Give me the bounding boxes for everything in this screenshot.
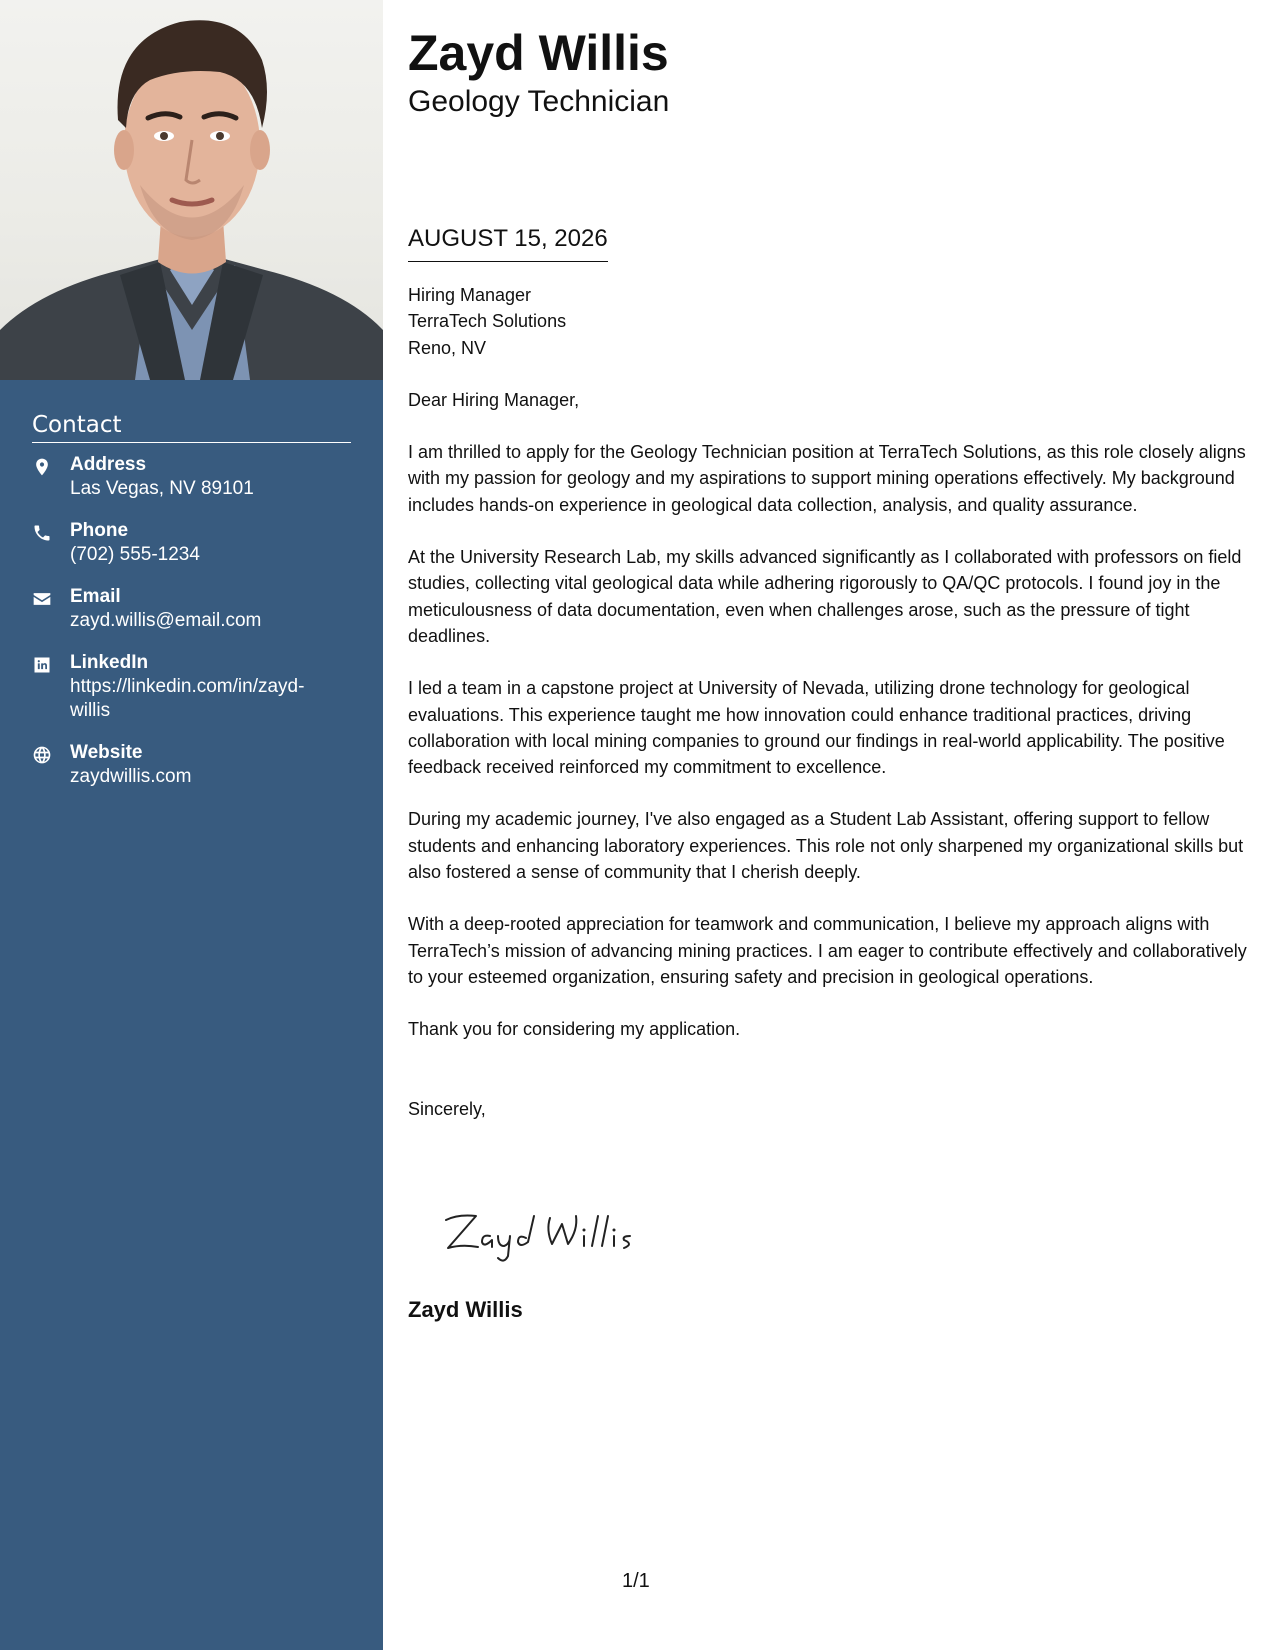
profile-photo: [0, 0, 383, 380]
page-number: 1/1: [622, 1570, 650, 1592]
linkedin-value-line1[interactable]: https://linkedin.com/in/zayd-: [70, 676, 305, 697]
paragraph: With a deep-rooted appreciation for teamwork and communication, I believe my approach aligns with TerraTech’s mission of advancing mining practices. I am eager to contribute effectively and collaboratively to your esteemed organization, ensuring safety and precision in geological operations.: [408, 914, 1247, 987]
contact-section: [32, 412, 351, 807]
applicant-title: Geology Technician: [408, 85, 670, 118]
contact-item-linkedin: [32, 651, 351, 723]
contact-item-phone: [32, 519, 351, 567]
envelope-icon: [32, 585, 70, 609]
email-value[interactable]: zayd.willis@email.com: [70, 610, 262, 631]
recipient-line: Reno, NV: [408, 337, 487, 358]
phone-label: Phone: [70, 520, 129, 541]
closing: Sincerely,: [408, 1098, 486, 1119]
phone-value: (702) 555-1234: [70, 544, 200, 565]
linkedin-icon: [32, 651, 70, 675]
applicant-name: Zayd Willis: [408, 25, 669, 81]
contact-item-address: [32, 453, 351, 501]
linkedin-value-line2[interactable]: willis: [70, 700, 111, 721]
phone-icon: [32, 519, 70, 543]
contact-heading: Contact: [32, 412, 351, 443]
sidebar: [0, 0, 383, 1650]
website-value[interactable]: zaydwillis.com: [70, 766, 192, 787]
recipient-block: [408, 282, 1253, 361]
paragraph: Thank you for considering my application.: [408, 1019, 741, 1040]
address-label: Address: [70, 454, 147, 475]
email-label: Email: [70, 586, 121, 607]
paragraph: During my academic journey, I've also engaged as a Student Lab Assistant, offering support to fellow students and enhancing laboratory experiences. This role not only sharpened my organizational skills but also fostered a sense of community that I cherish deeply.: [408, 809, 1244, 883]
website-label: Website: [70, 742, 143, 763]
address-value: Las Vegas, NV 89101: [70, 478, 254, 499]
signature-image: [438, 1200, 658, 1270]
letter-date: AUGUST 15, 2026: [408, 223, 608, 262]
salutation: Dear Hiring Manager,: [408, 389, 580, 410]
recipient-line: Hiring Manager: [408, 285, 532, 305]
paragraph: I led a team in a capstone project at University of Nevada, utilizing drone technology for geological evaluations. This experience taught me how innovation could enhance traditional practices, driving collaboration with local mining companies to ground our findings in real-world applicability. The positive feedback received reinforced my commitment to excellence.: [408, 678, 1225, 778]
paragraph: I am thrilled to apply for the Geology Technician position at TerraTech Solutions, as this role closely aligns with my passion for geology and my aspirations to support mining operations effectively. My background includes hands-on experience in geological data collection, analysis, and quality assurance.: [408, 442, 1246, 515]
contact-list: [32, 453, 351, 789]
paragraph: At the University Research Lab, my skills advanced significantly as I collaborated with professors on field studies, collecting vital geological data while adhering rigorously to QA/QC protocols. I found joy in the meticulousness of data documentation, even when challenges arose, such as the pressure of tight deadlines.: [408, 547, 1242, 646]
contact-item-email: [32, 585, 351, 633]
linkedin-label: LinkedIn: [70, 652, 149, 673]
letter-body: [408, 282, 1253, 1122]
map-pin-icon: [32, 453, 70, 477]
contact-item-website: [32, 741, 351, 789]
recipient-line: TerraTech Solutions: [408, 311, 567, 332]
globe-icon: [32, 741, 70, 765]
signer-name: Zayd Willis: [408, 1297, 523, 1322]
